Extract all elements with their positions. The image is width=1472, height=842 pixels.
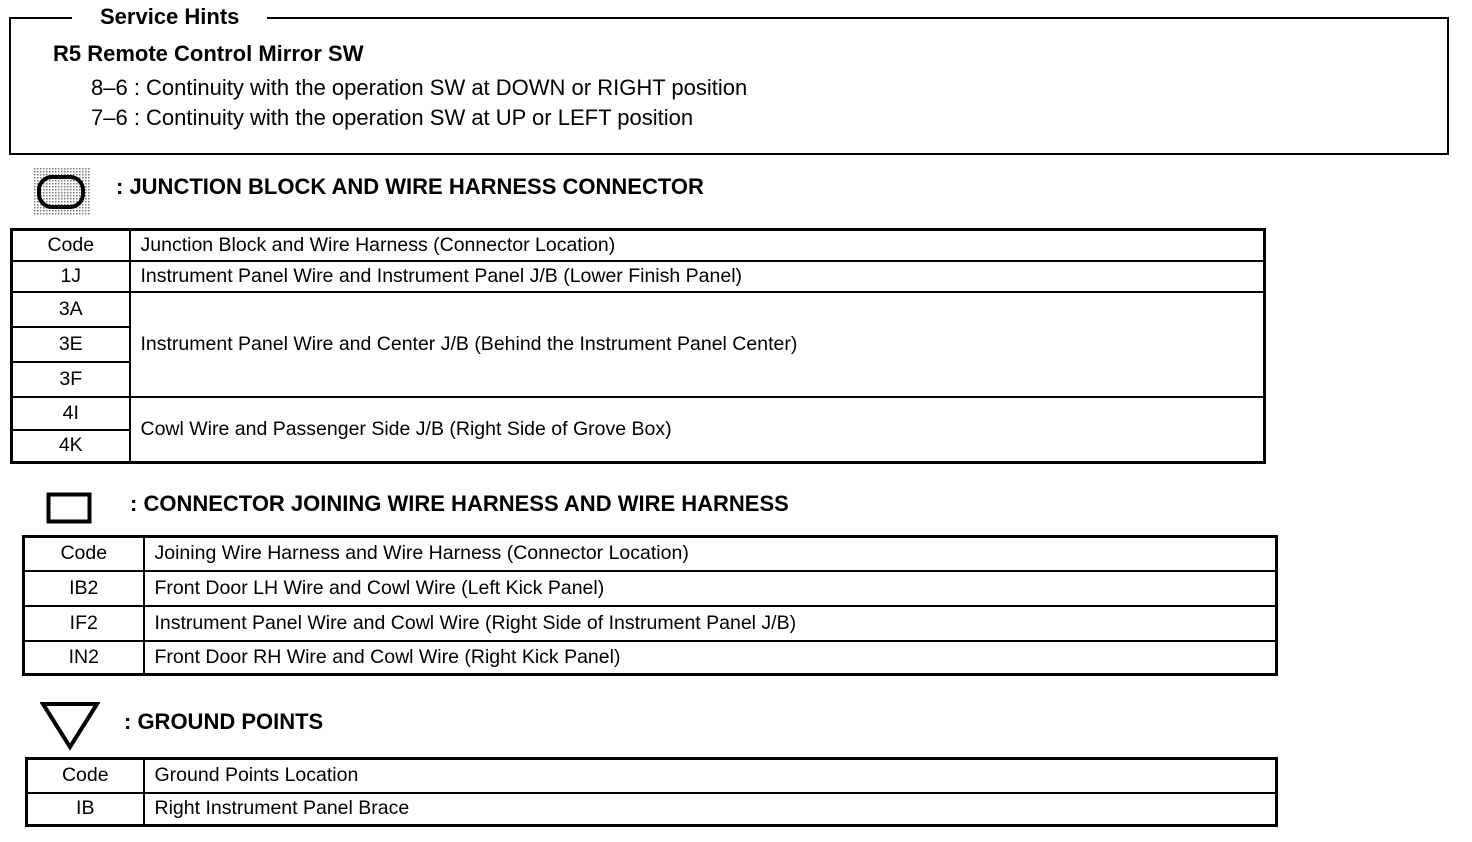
location-header: Junction Block and Wire Harness (Connector Location) — [130, 230, 1265, 261]
location-cell: Front Door LH Wire and Cowl Wire (Left Kick Panel) — [144, 571, 1277, 606]
service-hints-title: Service Hints — [72, 4, 267, 30]
service-hints-box — [9, 17, 1449, 155]
ground-section-title: : GROUND POINTS — [124, 709, 324, 734]
table-header-row — [12, 230, 1265, 261]
table-row — [24, 606, 1277, 641]
continuity-hint-1: 8–6 : Continuity with the operation SW at DOWN or RIGHT position — [91, 75, 748, 100]
code-cell: 4K — [12, 430, 130, 463]
location-cell: Instrument Panel Wire and Instrument Panel J/B (Lower Finish Panel) — [130, 261, 1265, 292]
junction-section-title: : JUNCTION BLOCK AND WIRE HARNESS CONNECTOR — [116, 174, 704, 199]
code-cell: 3E — [12, 327, 130, 362]
table-header-row — [24, 537, 1277, 571]
code-cell: IB — [27, 793, 144, 826]
location-header: Joining Wire Harness and Wire Harness (Connector Location) — [144, 537, 1277, 571]
component-heading: R5 Remote Control Mirror SW — [53, 41, 364, 66]
code-cell: 3F — [12, 362, 130, 397]
junction-block-connector-icon — [34, 168, 90, 221]
code-cell: IN2 — [24, 641, 144, 675]
table-row — [24, 641, 1277, 675]
junction-block-table — [10, 228, 1266, 464]
location-cell: Instrument Panel Wire and Cowl Wire (Right Side of Instrument Panel J/B) — [144, 606, 1277, 641]
table-row — [24, 571, 1277, 606]
code-header: Code — [27, 759, 144, 793]
connector-table — [22, 535, 1278, 676]
code-cell: IB2 — [24, 571, 144, 606]
location-cell: Front Door RH Wire and Cowl Wire (Right Kick Panel) — [144, 641, 1277, 675]
ground-point-triangle-icon — [40, 701, 100, 756]
location-cell: Cowl Wire and Passenger Side J/B (Right Side of Grove Box) — [130, 397, 1265, 463]
location-header: Ground Points Location — [144, 759, 1277, 793]
code-header: Code — [24, 537, 144, 571]
harness-connector-icon — [46, 491, 92, 530]
code-cell: 4I — [12, 397, 130, 430]
table-row — [27, 793, 1277, 826]
location-cell: Right Instrument Panel Brace — [144, 793, 1277, 826]
code-cell: 1J — [12, 261, 130, 292]
ground-points-table — [25, 757, 1278, 827]
table-header-row — [27, 759, 1277, 793]
table-row — [12, 292, 1265, 327]
code-cell: 3A — [12, 292, 130, 327]
connector-section-title: : CONNECTOR JOINING WIRE HARNESS AND WIRE HARNESS — [130, 491, 789, 516]
table-row — [12, 397, 1265, 430]
continuity-hint-2: 7–6 : Continuity with the operation SW at UP or LEFT position — [91, 105, 694, 130]
code-cell: IF2 — [24, 606, 144, 641]
code-header: Code — [12, 230, 130, 261]
location-cell: Instrument Panel Wire and Center J/B (Behind the Instrument Panel Center) — [130, 292, 1265, 397]
table-row — [12, 261, 1265, 292]
